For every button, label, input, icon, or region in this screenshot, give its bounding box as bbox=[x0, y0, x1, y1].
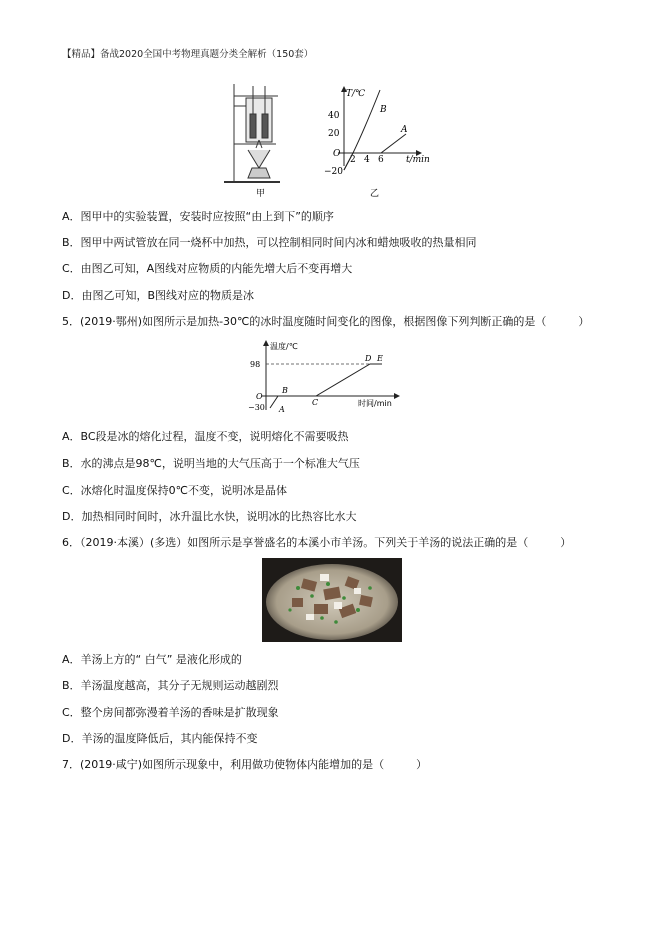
label-yi: 乙 bbox=[370, 189, 380, 199]
q6-option-d: D．羊汤的温度降低后，其内能保持不变 bbox=[62, 732, 258, 745]
q5-point-c: C bbox=[312, 398, 319, 407]
y-axis-label: T/℃ bbox=[346, 89, 366, 99]
q5-tick-neg30: −30 bbox=[248, 403, 265, 412]
q5-point-b: B bbox=[282, 386, 288, 395]
x-tick-2: 2 bbox=[350, 155, 356, 165]
q7-stem bbox=[62, 758, 427, 772]
q5-stem bbox=[62, 315, 589, 329]
page-header: 【精品】备战2020全国中考物理真题分类全解析（150套） bbox=[62, 49, 314, 60]
mutton-soup-photo bbox=[262, 558, 402, 642]
q4-option-a: A．图甲中的实验装置，安装时应按照“由上到下”的顺序 bbox=[62, 210, 334, 223]
q5-tick-0: O bbox=[256, 392, 263, 401]
x-tick-4: 4 bbox=[364, 155, 370, 165]
q6-stem-text: 6．（2019·本溪）(多选）如图所示是享誉盛名的本溪小市羊汤。下列关于羊汤的说法正确的是（ bbox=[62, 536, 529, 549]
q6-stem-end: ） bbox=[560, 536, 572, 549]
q4-option-d: D．由图乙可知，B图线对应的物质是冰 bbox=[62, 289, 255, 302]
q5-option-c: C．冰熔化时温度保持0℃不变，说明冰是晶体 bbox=[62, 484, 288, 497]
y-tick-20: 20 bbox=[328, 129, 340, 139]
label-jia: 甲 bbox=[256, 189, 266, 199]
q6-option-c: C．整个房间都弥漫着羊汤的香味是扩散现象 bbox=[62, 706, 279, 719]
q5-temperature-graph bbox=[248, 334, 404, 414]
q6-option-b: B．羊汤温度越高，其分子无规则运动越剧烈 bbox=[62, 679, 279, 692]
q7-stem-end: ） bbox=[416, 758, 428, 771]
q5-option-d: D．加热相同时间时，冰升温比水快，说明冰的比热容比水大 bbox=[62, 510, 357, 523]
q4-option-c: C．由图乙可知，A图线对应物质的内能先增大后不变再增大 bbox=[62, 262, 353, 275]
q5-point-e: E bbox=[377, 354, 383, 363]
q7-stem-text: 7．(2019·咸宁)如图所示现象中，利用做功使物体内能增加的是（ bbox=[62, 758, 385, 771]
q6-option-a: A．羊汤上方的“ 白气” 是液化形成的 bbox=[62, 653, 242, 666]
curve-a-label: A bbox=[401, 125, 408, 135]
apparatus-illustration bbox=[224, 84, 280, 182]
q5-point-a: A bbox=[279, 405, 285, 414]
q5-stem-end: ） bbox=[578, 315, 590, 328]
q6-stem bbox=[62, 536, 571, 550]
q5-point-d: D bbox=[365, 354, 372, 363]
curve-b-label: B bbox=[380, 105, 387, 115]
graph-yi bbox=[324, 86, 430, 199]
q5-x-label: 时间/min bbox=[358, 399, 392, 408]
q5-stem-text: 5．(2019·鄂州)如图所示是加热-30℃的冰时温度随时间变化的图像，根据图像下列判断正确的是（ bbox=[62, 315, 547, 328]
x-tick-6: 6 bbox=[378, 155, 384, 165]
q5-tick-98: 98 bbox=[250, 360, 261, 369]
y-tick-neg20: −20 bbox=[324, 167, 343, 177]
figure-apparatus-and-graph bbox=[220, 78, 440, 200]
q5-option-b: B．水的沸点是98℃，说明当地的大气压高于一个标准大气压 bbox=[62, 457, 360, 470]
q5-y-label: 温度/℃ bbox=[270, 342, 298, 351]
y-tick-40: 40 bbox=[328, 111, 340, 121]
x-axis-label: t/min bbox=[406, 155, 430, 165]
q5-option-a: A．BC段是冰的熔化过程，温度不变，说明熔化不需要吸热 bbox=[62, 430, 349, 443]
origin-label: O bbox=[333, 149, 341, 159]
q4-option-b: B．图甲中两试管放在同一烧杯中加热，可以控制相同时间内冰和蜡烛吸收的热量相同 bbox=[62, 236, 477, 249]
